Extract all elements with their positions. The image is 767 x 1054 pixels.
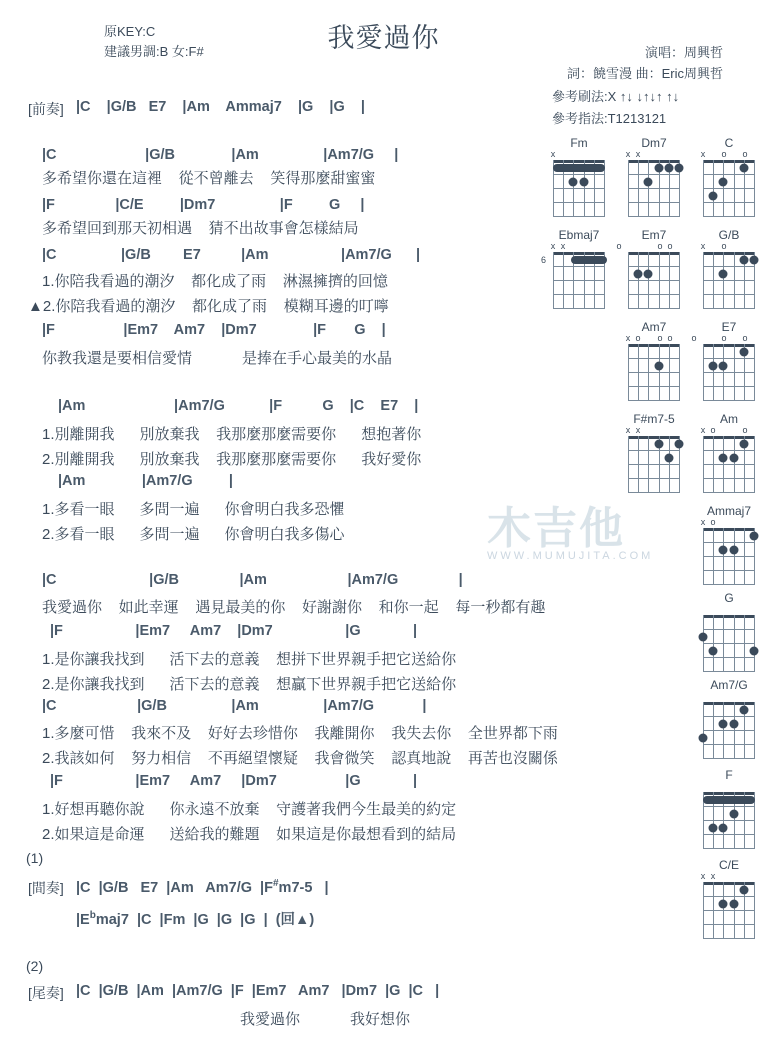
chord-line: |Am |Am7/G | (58, 473, 233, 489)
lyric-line: 多希望回到那天初相遇 猜不出故事會怎樣結局 (42, 220, 359, 237)
fretboard-grid (628, 436, 680, 492)
chord-line: |C |G/B |Am |Am7/G | (42, 572, 463, 588)
chord-diagram-g: G (694, 591, 764, 671)
section-intro-tag: [前奏] (28, 101, 64, 117)
key-suggestion: 建議男調:B 女:F# (104, 44, 204, 59)
chord-diagram-em7: Em7 o o o (619, 228, 689, 308)
lyric-line: 2.別離開我 別放棄我 我那麼那麼需要你 我好愛你 (42, 451, 422, 468)
fretboard-grid (703, 615, 755, 671)
chord-diagram-am: Am x o o (694, 412, 764, 492)
fretboard-grid (703, 344, 755, 400)
chord-diagram-g-b: G/B x o (694, 228, 764, 308)
chord-line: |C |G/B |Am |Am7/G | (42, 698, 427, 714)
fretboard-grid (703, 882, 755, 938)
watermark-text: 木吉他 (487, 504, 625, 553)
fretboard-grid (703, 702, 755, 758)
chord-diagram-c: C x o o (694, 136, 764, 216)
chord-line: |F |Em7 Am7 |Dm7 |F G | (42, 322, 386, 338)
lyric-line: 2.如果這是命運 送給我的難題 如果這是你最想看到的結局 (42, 826, 457, 843)
fretboard-grid: 6 (553, 252, 605, 308)
lyric-line: 多希望你還在這裡 從不曾離去 笑得那麼甜蜜蜜 (42, 170, 376, 187)
chord-line: |F |Em7 Am7 |Dm7 |G | (50, 773, 418, 789)
outro-lyrics: 我愛過你 我好想你 (240, 1011, 411, 1028)
lyric-line: 2.多看一眼 多問一遍 你會明白我多傷心 (42, 526, 345, 543)
chord-diagram-c-e: C/E x x (694, 858, 764, 938)
fretboard-grid (703, 436, 755, 492)
chord-line: |C |G/B |Am |Am7/G | (42, 147, 399, 163)
lyric-line: 1.多麼可惜 我來不及 好好去珍惜你 我離開你 我失去你 全世界都下雨 (42, 725, 558, 742)
lyric-line: 你教我還是要相信愛情 是捧在手心最美的水晶 (42, 350, 393, 367)
section-outro-tag: [尾奏] (28, 985, 64, 1001)
singer-label: 演唱：周興哲 (644, 45, 723, 60)
chord-diagram-ebmaj7: Ebmaj7 x x 6 (544, 228, 614, 308)
outro-chords: |C |G/B |Am |Am7/G |F |Em7 Am7 |Dm7 |G |C | (76, 983, 440, 999)
key-original: 原KEY:C (104, 24, 156, 39)
section-interlude-tag: [間奏] (28, 880, 64, 896)
chord-line: |F |C/E |Dm7 |F G | (42, 197, 365, 213)
strum-pattern: 參考刷法:X ↑↓ ↓↑↓↑ ↑↓ (552, 89, 680, 104)
playing-reference (552, 86, 679, 130)
fretboard-grid (553, 160, 605, 216)
picking-pattern: 參考指法:T1213121 (552, 111, 667, 126)
page-title: 我愛過你 (327, 23, 440, 53)
fretboard-grid (628, 344, 680, 400)
fretboard-grid (703, 792, 755, 848)
lyric-line: 1.是你讓我找到 活下去的意義 想拼下世界親手把它送給你 (42, 651, 457, 668)
fretboard-grid (628, 160, 680, 216)
chord-diagram-am7: Am7 x o o o (619, 320, 689, 400)
chord-diagram-f: F (694, 768, 764, 848)
chord-diagram-fm: Fm x (544, 136, 614, 216)
lyric-line: ▲2.你陪我看過的潮汐 都化成了雨 模糊耳邊的叮嚀 (28, 298, 389, 315)
lyric-line: 2.我該如何 努力相信 不再絕望懷疑 我會微笑 認真地說 再苦也沒關係 (42, 750, 558, 767)
intro-chords: |C |G/B E7 |Am Ammaj7 |G |G | (76, 99, 365, 115)
lyric-line: 1.好想再聽你說 你永遠不放棄 守護著我們今生最美的約定 (42, 801, 457, 818)
fretboard-grid (703, 528, 755, 584)
fretboard-grid (703, 160, 755, 216)
fretboard-grid (703, 252, 755, 308)
chord-diagram-am7-g: Am7/G (694, 678, 764, 758)
interlude-chords-1: |C |G/B E7 |Am Am7/G |F#m7-5 | (76, 878, 329, 896)
watermark-url: WWW.MUMUJITA.COM (487, 550, 654, 562)
chord-line: |Am |Am7/G |F G |C E7 | (58, 398, 419, 414)
repeat-marker-2: (2) (26, 958, 44, 974)
credits (567, 42, 723, 84)
chord-line: |C |G/B E7 |Am |Am7/G | (42, 247, 421, 263)
fretboard-grid (628, 252, 680, 308)
lyric-line: 1.多看一眼 多問一遍 你會明白我多恐懼 (42, 501, 345, 518)
lyric-line: 1.你陪我看過的潮汐 都化成了雨 淋濕擁擠的回憶 (42, 273, 388, 290)
chord-line: |F |Em7 Am7 |Dm7 |G | (50, 623, 418, 639)
chord-diagram-e7: E7 o o o (694, 320, 764, 400)
writer-label: 詞：饒雪漫 曲：Eric周興哲 (566, 66, 723, 81)
lyric-line: 1.別離開我 別放棄我 我那麼那麼需要你 想抱著你 (42, 426, 422, 443)
lyric-line: 我愛過你 如此幸運 遇見最美的你 好謝謝你 和你一起 每一秒都有趣 (42, 599, 546, 616)
chord-diagram-ammaj7: Ammaj7 x o (694, 504, 764, 584)
interlude-chords-2: $|E^bmaj7$ |C |Fm |G |G |G | (回▲) (76, 910, 315, 928)
lyric-line: 2.是你讓我找到 活下去的意義 想贏下世界親手把它送給你 (42, 676, 457, 693)
chord-diagram-fsharp-m7b5: F#m7-5 x x (619, 412, 689, 492)
chord-diagram-dm7: Dm7 x x (619, 136, 689, 216)
repeat-marker-1: (1) (26, 850, 44, 866)
